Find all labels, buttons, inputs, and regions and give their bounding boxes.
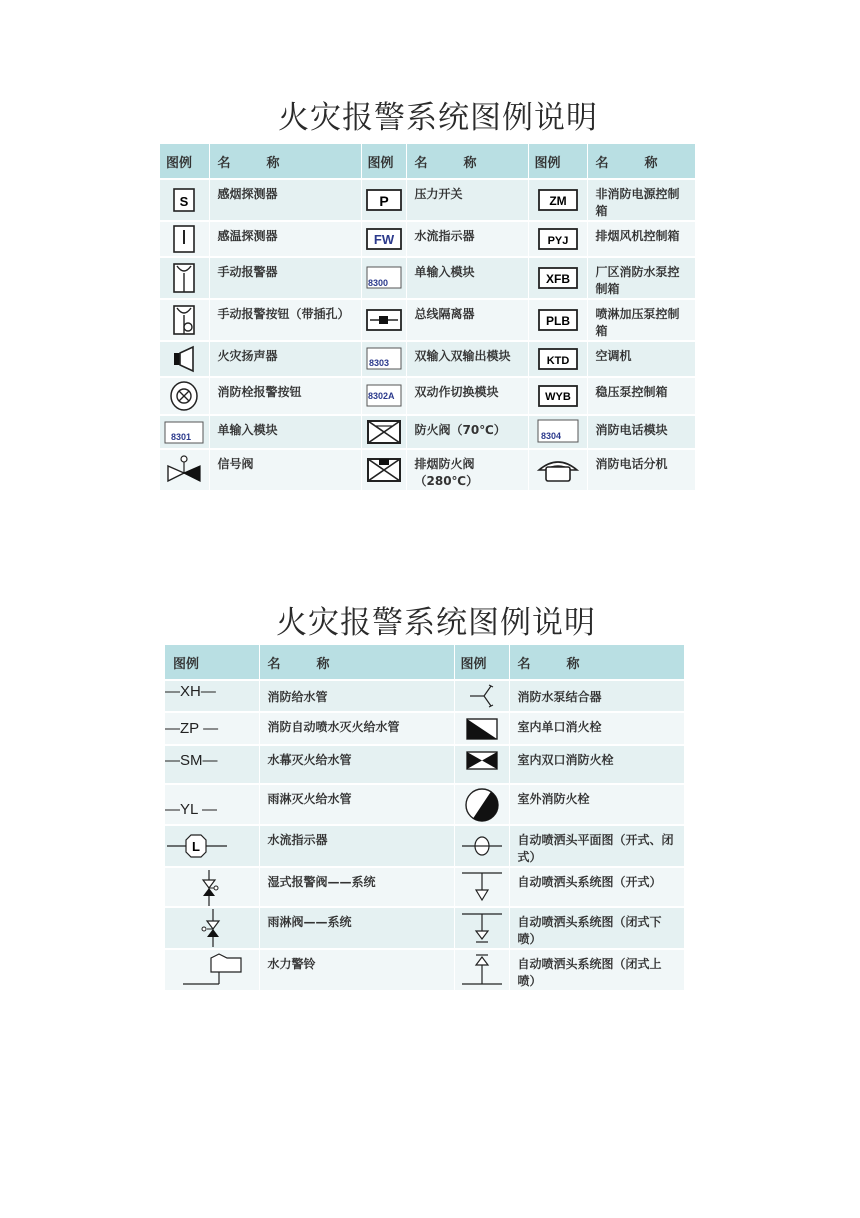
legend-name: 单输入模块 — [209, 415, 361, 449]
header-name: 名 称 — [587, 144, 695, 179]
indoor-double-hydrant-icon — [465, 750, 499, 772]
table-row — [160, 299, 695, 341]
legend-name: 水流指示器 — [259, 825, 454, 867]
table-row — [160, 221, 695, 257]
legend-name: 单输入模块 — [406, 257, 528, 299]
legend-name: 水幕灭火给水管 — [259, 745, 454, 784]
fire-alarm-legend-table-1 — [160, 144, 696, 490]
legend-name: 排烟风机控制箱 — [587, 221, 695, 257]
water-motor-alarm-icon — [179, 952, 245, 988]
water-flow-indicator-l-icon — [165, 833, 231, 859]
table-row — [160, 449, 695, 490]
svg-text:PLB: PLB — [545, 314, 570, 328]
table-row — [160, 415, 695, 449]
fire-phone-extension-icon — [536, 456, 580, 484]
svg-text:S: S — [179, 194, 189, 209]
legend-name: 水流指示器 — [406, 221, 528, 257]
legend-name: 湿式报警阀——系统 — [259, 867, 454, 907]
svg-text:8300: 8300 — [367, 278, 388, 288]
smoke-detector-icon — [172, 187, 196, 213]
legend-name: 消防电话模块 — [587, 415, 695, 449]
sprinkler-open-icon — [460, 870, 504, 904]
legend-name: 厂区消防水泵控制箱 — [587, 257, 695, 299]
svg-text:KTD: KTD — [546, 355, 569, 367]
indoor-single-hydrant-icon — [465, 717, 499, 741]
svg-text:PYJ: PYJ — [547, 235, 568, 247]
legend-name: 双动作切换模块 — [406, 377, 528, 415]
box-pyj-icon — [537, 226, 579, 252]
fire-speaker-icon — [171, 344, 197, 374]
table-row — [165, 784, 684, 825]
sprinkler-plan-icon — [460, 835, 504, 857]
legend-name: 消防电话分机 — [587, 449, 695, 490]
svg-text:XFB: XFB — [545, 272, 570, 286]
module-8302a-icon — [365, 383, 403, 409]
legend-name: 消防栓报警按钮 — [209, 377, 361, 415]
bus-isolator-icon — [365, 307, 403, 333]
table-row — [165, 867, 684, 907]
legend-name: 自动喷洒头系统图（闭式下喷） — [509, 907, 684, 949]
wet-alarm-valve-icon — [197, 868, 227, 906]
legend-name: 自动喷洒头平面图（开式、闭式） — [509, 825, 684, 867]
table-row — [165, 712, 684, 745]
svg-text:FW: FW — [373, 232, 394, 247]
table-header — [160, 144, 695, 179]
svg-text:L: L — [192, 839, 200, 854]
legend-name: 消防给水管 — [259, 680, 454, 712]
pump-adapter-icon — [466, 683, 498, 709]
svg-text:8302A: 8302A — [367, 391, 395, 401]
svg-text:ZM: ZM — [548, 194, 567, 208]
legend-name: 消防自动喷水灭火给水管 — [259, 712, 454, 745]
pipe-sm-icon: —SM— — [165, 752, 218, 769]
module-8303-icon — [365, 346, 403, 372]
box-xfb-icon — [537, 265, 579, 291]
heat-detector-icon — [172, 224, 196, 254]
header-name: 名 称 — [209, 144, 361, 179]
legend-name: 非消防电源控制箱 — [587, 179, 695, 221]
legend-name: 压力开关 — [406, 179, 528, 221]
legend-name: 自动喷洒头系统图（开式） — [509, 867, 684, 907]
header-name: 名 称 — [509, 645, 684, 680]
header-symbol: 图例 — [160, 144, 209, 179]
legend-name: 总线隔离器 — [406, 299, 528, 341]
svg-text:8303: 8303 — [368, 358, 389, 368]
deluge-valve-icon — [197, 909, 227, 947]
legend-title-2: 火灾报警系统图例说明 — [276, 605, 596, 641]
svg-text:8304: 8304 — [540, 431, 561, 441]
legend-name: 自动喷洒头系统图（闭式上喷） — [509, 949, 684, 990]
table-row — [160, 377, 695, 415]
hydrant-alarm-button-icon — [169, 380, 199, 412]
table-row — [165, 680, 684, 712]
legend-name: 信号阀 — [209, 449, 361, 490]
table-row — [165, 825, 684, 867]
sprinkler-closed-up-icon — [460, 953, 504, 987]
legend-name: 火灾扬声器 — [209, 341, 361, 377]
module-8300-icon — [365, 265, 403, 291]
header-name: 名 称 — [406, 144, 528, 179]
legend-name: 室外消防火栓 — [509, 784, 684, 825]
header-symbol: 图例 — [454, 645, 509, 680]
pressure-switch-icon — [365, 187, 403, 213]
table-row — [165, 949, 684, 990]
table-row — [165, 907, 684, 949]
legend-name: 室内双口消防火栓 — [509, 745, 684, 784]
svg-text:WYB: WYB — [544, 391, 571, 403]
legend-name: 感烟探测器 — [209, 179, 361, 221]
pipe-zp-icon: —ZP — — [165, 720, 219, 737]
legend-name: 排烟防火阀（280℃） — [406, 449, 528, 490]
table-row — [160, 179, 695, 221]
header-symbol: 图例 — [165, 645, 259, 680]
table-row — [165, 745, 684, 784]
legend-name: 稳压泵控制箱 — [587, 377, 695, 415]
legend-name: 喷淋加压泵控制箱 — [587, 299, 695, 341]
legend-name: 双输入双输出模块 — [406, 341, 528, 377]
svg-text:8301: 8301 — [171, 432, 192, 442]
module-8301-icon — [163, 419, 205, 445]
header-symbol: 图例 — [528, 144, 587, 179]
box-ktd-icon — [537, 346, 579, 372]
legend-name: 空调机 — [587, 341, 695, 377]
box-zm-icon — [537, 187, 579, 213]
legend-name: 手动报警按钮（带插孔） — [209, 299, 361, 341]
sprinkler-closed-down-icon — [460, 911, 504, 945]
legend-name: 雨淋灭火给水管 — [259, 784, 454, 825]
legend-name: 消防水泵结合器 — [509, 680, 684, 712]
module-8304-icon — [536, 419, 580, 445]
header-name: 名 称 — [259, 645, 454, 680]
legend-name: 雨淋阀——系统 — [259, 907, 454, 949]
water-flow-indicator-icon — [365, 226, 403, 252]
svg-text:P: P — [378, 193, 389, 209]
legend-name: 室内单口消火栓 — [509, 712, 684, 745]
outdoor-hydrant-icon — [464, 787, 500, 823]
legend-name: 手动报警器 — [209, 257, 361, 299]
table-header — [165, 645, 684, 680]
header-symbol: 图例 — [361, 144, 406, 179]
legend-title-1: 火灾报警系统图例说明 — [278, 100, 598, 136]
pipe-yl-icon: —YL — — [165, 801, 217, 818]
table-row — [160, 257, 695, 299]
fire-alarm-legend-table-2 — [165, 645, 685, 990]
smoke-fire-damper-280-icon — [366, 457, 402, 483]
manual-alarm-icon — [172, 262, 196, 294]
table-row — [160, 341, 695, 377]
manual-alarm-button-jack-icon — [172, 304, 196, 336]
legend-name: 防火阀（70℃） — [406, 415, 528, 449]
fire-damper-70-icon — [366, 419, 402, 445]
legend-name: 水力警铃 — [259, 949, 454, 990]
legend-name: 感温探测器 — [209, 221, 361, 257]
box-wyb-icon — [537, 383, 579, 409]
box-plb-icon — [537, 307, 579, 333]
pipe-xh-icon: —XH— — [165, 683, 216, 700]
signal-valve-icon — [165, 455, 203, 485]
